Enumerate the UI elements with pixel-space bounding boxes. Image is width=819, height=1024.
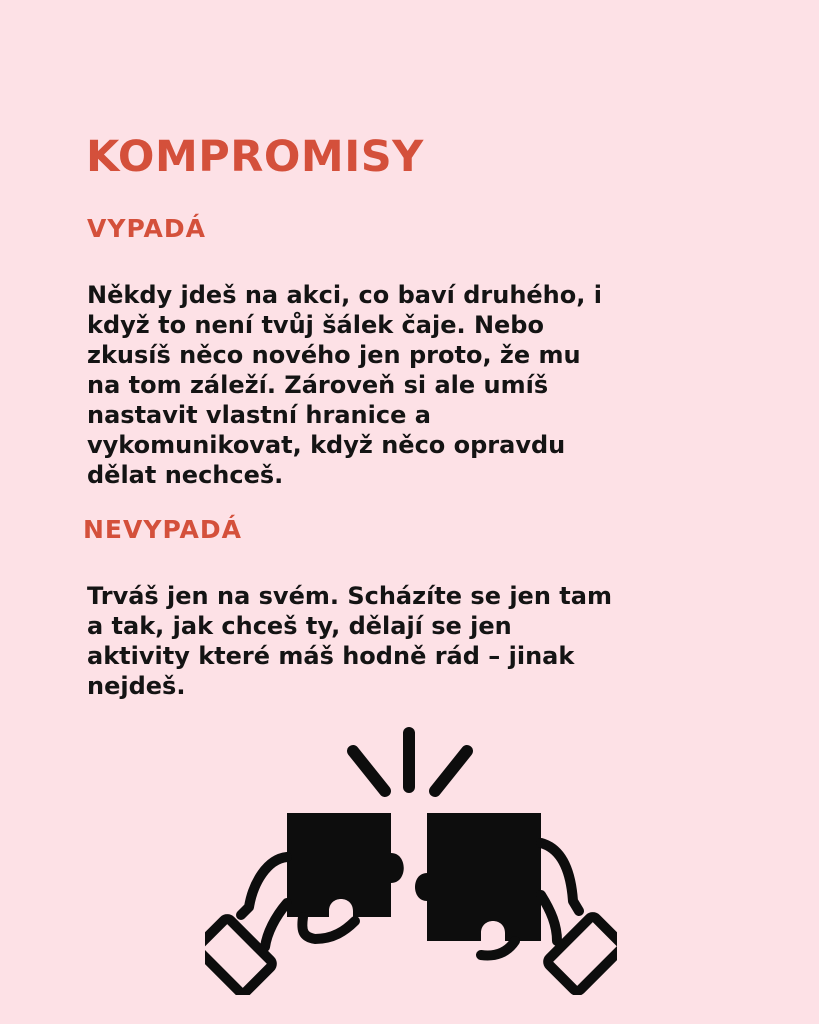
page-title: KOMPROMISY — [86, 132, 424, 182]
text-line: Trváš jen na svém. Scházíte se jen tam — [87, 582, 612, 610]
text-line: zkusíš něco nového jen proto, že mu — [87, 341, 581, 369]
section-text-does — [87, 280, 727, 490]
text-line: a tak, jak chceš ty, dělají se jen — [87, 612, 512, 640]
text-line: nejdeš. — [87, 672, 186, 700]
text-line: na tom záleží. Zároveň si ale umíš — [87, 371, 549, 399]
text-line: nastavit vlastní hranice a — [87, 401, 431, 429]
text-line: vykomunikovat, když něco opravdu — [87, 431, 566, 459]
text-line: Někdy jdeš na akci, co baví druhého, i — [87, 281, 602, 309]
section-text-does-not — [87, 581, 727, 701]
section-heading-does-not: NEVYPADÁ — [83, 515, 242, 544]
hands-fitting-puzzle-pieces-icon — [205, 725, 617, 995]
section-heading-does: VYPADÁ — [87, 214, 206, 243]
text-line: aktivity které máš hodně rád – jinak — [87, 642, 575, 670]
text-line: dělat nechceš. — [87, 461, 284, 489]
text-line: když to není tvůj šálek čaje. Nebo — [87, 311, 544, 339]
